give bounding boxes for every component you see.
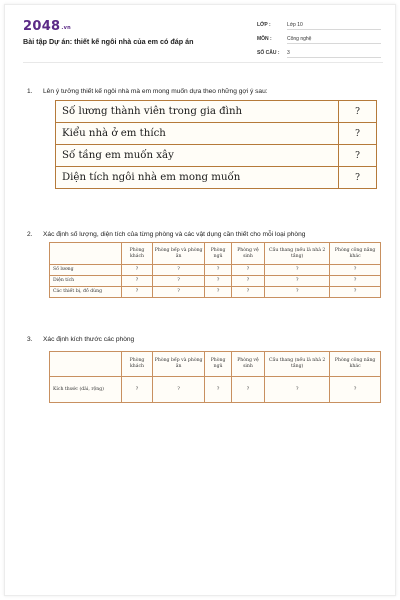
meta-class: LỚP : Lớp 10 xyxy=(257,22,383,30)
row-label: Kiểu nhà ở em thích xyxy=(56,123,339,145)
answer-cell: ? xyxy=(205,377,232,403)
question-1: 1. Lên ý tưởng thiết kế ngôi nhà mà em mong muốn dựa theo những gợi ý sau: xyxy=(27,88,268,95)
document-page xyxy=(4,4,396,596)
document-title: Bài tập Dự án: thiết kế ngôi nhà của em có đáp án xyxy=(23,37,194,46)
column-header: Phòng khách xyxy=(122,243,153,265)
table-row xyxy=(56,123,377,145)
table-row xyxy=(56,167,377,189)
question-1-table xyxy=(55,100,377,189)
answer-cell: ? xyxy=(205,265,232,276)
column-header: Phòng khách xyxy=(122,352,153,377)
row-label: Số lương xyxy=(50,265,122,276)
table-row xyxy=(50,287,381,298)
meta-subject: MÔN : Công nghệ xyxy=(257,36,383,44)
row-label: Diện tích ngôi nhà em mong muốn xyxy=(56,167,339,189)
answer-cell: ? xyxy=(330,265,381,276)
answer-cell: ? xyxy=(265,287,330,298)
answer-cell: ? xyxy=(231,287,264,298)
table-row xyxy=(50,276,381,287)
table-row xyxy=(56,101,377,123)
column-header: Phòng vệ sinh xyxy=(231,352,264,377)
site-logo[interactable]: $2048^{.vn}$ xyxy=(23,19,72,34)
column-header: Phòng ngủ xyxy=(205,352,232,377)
question-3: 3. Xác định kích thước các phòng xyxy=(27,336,135,343)
answer-cell: ? xyxy=(339,145,377,167)
table-header-row xyxy=(50,243,381,265)
corner-cell xyxy=(50,352,122,377)
question-2: 2. Xác định số lượng, diện tích của từng phòng và các vật dụng cần thiết cho mỗi loại phòng xyxy=(27,231,306,238)
row-label: Các thiết bị, đồ dùng xyxy=(50,287,122,298)
answer-cell: ? xyxy=(231,377,264,403)
answer-cell: ? xyxy=(122,287,153,298)
question-2-table xyxy=(49,242,381,298)
row-label: Số lương thành viên trong gia đình xyxy=(56,101,339,123)
answer-cell: ? xyxy=(153,287,205,298)
header-divider xyxy=(23,62,383,63)
column-header: Cầu thang (nếu là nhà 2 tầng) xyxy=(265,352,330,377)
corner-cell xyxy=(50,243,122,265)
answer-cell: ? xyxy=(205,287,232,298)
table-row xyxy=(56,145,377,167)
answer-cell: ? xyxy=(153,377,205,403)
answer-cell: ? xyxy=(153,276,205,287)
column-header: Cầu thang (nếu là nhà 2 tầng) xyxy=(265,243,330,265)
answer-cell: ? xyxy=(265,377,330,403)
column-header: Phòng ngủ xyxy=(205,243,232,265)
column-header: Phòng công năng khác xyxy=(330,243,381,265)
table-row xyxy=(50,377,381,403)
column-header: Phòng vệ sinh xyxy=(231,243,264,265)
row-label: Kích thước (dài, rộng) xyxy=(50,377,122,403)
answer-cell: ? xyxy=(265,265,330,276)
answer-cell: ? xyxy=(231,276,264,287)
answer-cell: ? xyxy=(339,101,377,123)
table-row xyxy=(50,265,381,276)
answer-cell: ? xyxy=(122,377,153,403)
question-3-table xyxy=(49,351,381,403)
answer-cell: ? xyxy=(153,265,205,276)
answer-cell: ? xyxy=(205,276,232,287)
answer-cell: ? xyxy=(122,276,153,287)
column-header: Phòng bếp và phòng ăn xyxy=(153,352,205,377)
answer-cell: ? xyxy=(339,123,377,145)
column-header: Phòng bếp và phòng ăn xyxy=(153,243,205,265)
answer-cell: ? xyxy=(265,276,330,287)
table-header-row xyxy=(50,352,381,377)
row-label: Diện tích xyxy=(50,276,122,287)
column-header: Phòng công năng khác xyxy=(330,352,381,377)
answer-cell: ? xyxy=(231,265,264,276)
answer-cell: ? xyxy=(339,167,377,189)
answer-cell: ? xyxy=(330,287,381,298)
answer-cell: ? xyxy=(122,265,153,276)
answer-cell: ? xyxy=(330,377,381,403)
row-label: Số tầng em muốn xây xyxy=(56,145,339,167)
answer-cell: ? xyxy=(330,276,381,287)
meta-question-count: SỐ CÂU : 3 xyxy=(257,50,383,58)
